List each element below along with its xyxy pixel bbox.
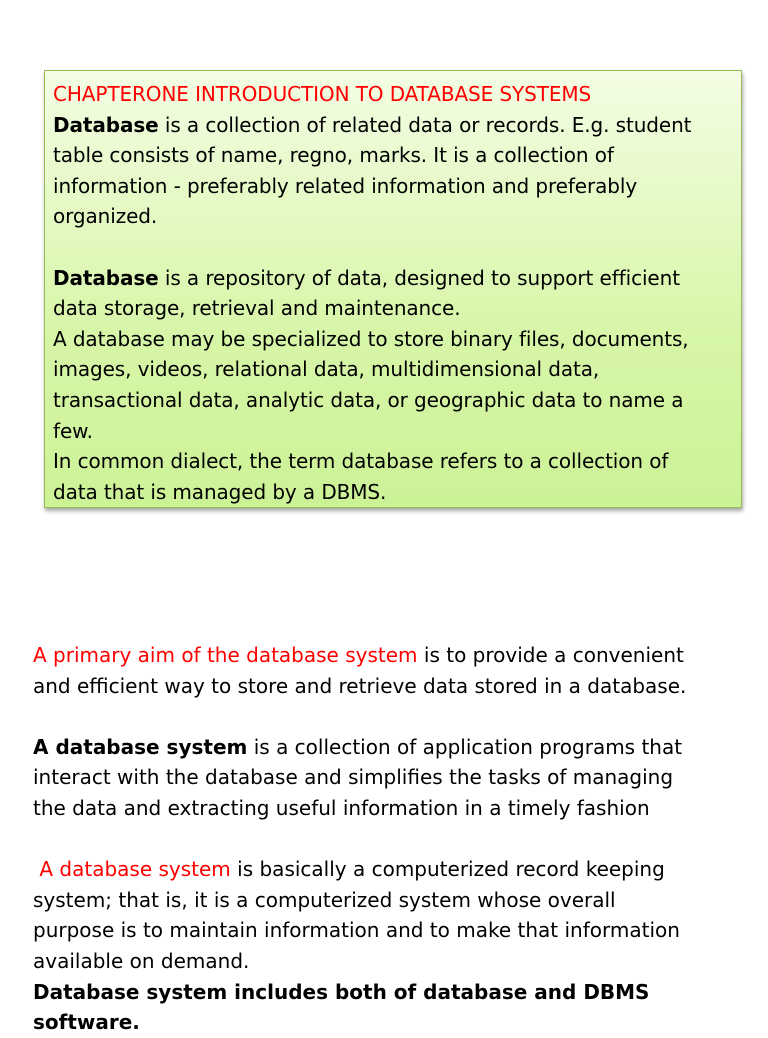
text-line: available on demand. — [33, 948, 250, 973]
text-line: interact with the database and simplifies the tasks of managing — [33, 765, 674, 790]
text-line: organized. — [53, 204, 158, 229]
highlight-term: A database system — [33, 857, 231, 882]
database-system-paragraph — [33, 732, 753, 824]
text-line: the data and extracting useful information in a timely fashion — [33, 795, 650, 820]
includes-paragraph — [33, 977, 753, 1038]
highlight-term: A primary aim of the database system — [33, 643, 418, 667]
definition-box — [44, 70, 742, 508]
text-run: is a repository of data, designed to support efficient — [158, 265, 680, 290]
text-line: transactional data, analytic data, or geographic data to name a — [53, 387, 684, 412]
text-line: In common dialect, the term database refers to a collection of — [53, 449, 669, 474]
text-line — [33, 640, 753, 671]
term-database: Database — [53, 265, 159, 290]
bold-term: A database system — [33, 734, 248, 759]
text-line: Database system includes both of database and DBMS — [33, 979, 650, 1004]
definition-paragraph-3 — [53, 324, 733, 446]
text-run: is a collection of application programs that — [247, 734, 683, 759]
aim-paragraph — [33, 640, 753, 701]
text-line: system; that is, it is a computerized system whose overall — [33, 887, 616, 912]
definition-paragraph-2 — [53, 263, 733, 324]
text-line: images, videos, relational data, multidimensional data, — [53, 357, 600, 382]
definition-paragraph-1 — [53, 110, 733, 232]
text-line: few. — [53, 418, 93, 443]
text-line: data storage, retrieval and maintenance. — [53, 296, 461, 321]
record-keeping-paragraph — [33, 854, 753, 976]
text-line — [53, 263, 733, 294]
text-run: is to provide a convenient — [417, 643, 684, 667]
text-line — [53, 110, 733, 141]
text-line — [33, 732, 753, 763]
paragraph-gap — [53, 232, 733, 263]
body-text — [33, 640, 753, 1038]
paragraph-gap — [33, 824, 753, 855]
text-line: data that is managed by a DBMS. — [53, 479, 387, 504]
text-line: table consists of name, regno, marks. It is a collection of — [53, 143, 614, 168]
chapter-heading: CHAPTERONE INTRODUCTION TO DATABASE SYSTEMS — [53, 82, 592, 106]
paragraph-gap — [33, 701, 753, 732]
text-line: software. — [33, 1010, 140, 1035]
text-line: and efficient way to store and retrieve data stored in a database. — [33, 673, 687, 698]
text-line: A database may be specialized to store binary files, documents, — [53, 326, 689, 351]
term-database: Database — [53, 112, 159, 137]
text-run: is a collection of related data or records. E.g. student — [158, 112, 692, 137]
text-line: purpose is to maintain information and to make that information — [33, 918, 680, 943]
text-run: is basically a computerized record keeping — [230, 857, 665, 882]
text-line: information - preferably related information and preferably — [53, 173, 638, 198]
definition-paragraph-4 — [53, 446, 733, 507]
text-line — [33, 854, 753, 885]
